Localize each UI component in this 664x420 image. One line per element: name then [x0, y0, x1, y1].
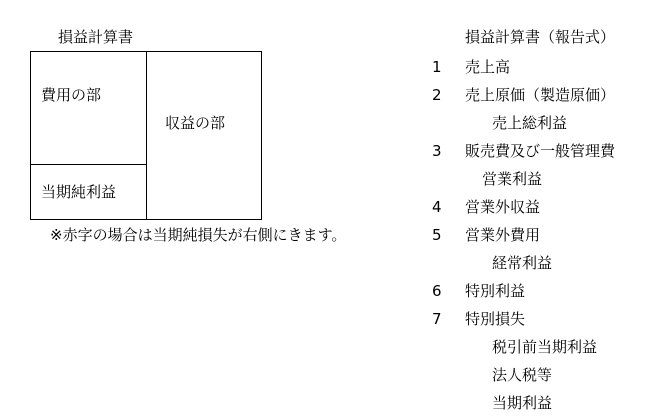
list-item-label: 売上原価（製造原価）	[465, 86, 616, 104]
list-item-number: 2	[432, 86, 442, 104]
list-item-label: 営業外収益	[465, 198, 541, 216]
income-statement-diagram	[30, 51, 262, 220]
right-title: 損益計算書（報告式）	[465, 28, 616, 46]
list-item-label: 販売費及び一般管理費	[465, 142, 616, 160]
list-subtotal-label: 当期利益	[492, 394, 553, 412]
net-profit-label: 当期純利益	[41, 183, 117, 201]
list-item-number: 7	[432, 310, 442, 328]
cost-section-label: 費用の部	[41, 86, 102, 104]
cost-section-box	[30, 51, 147, 165]
list-item-label: 特別利益	[465, 282, 526, 300]
list-subtotal-label: 売上総利益	[492, 114, 568, 132]
list-subtotal-label: 経常利益	[492, 254, 553, 272]
list-item-number: 1	[432, 58, 442, 76]
list-item-label: 特別損失	[465, 310, 526, 328]
list-item-number: 6	[432, 282, 442, 300]
list-item-label: 売上高	[465, 58, 511, 76]
list-item-label: 営業外費用	[465, 226, 541, 244]
list-subtotal-label: 税引前当期利益	[492, 338, 598, 356]
revenue-section-label: 収益の部	[165, 114, 226, 132]
left-title: 損益計算書	[58, 28, 134, 46]
list-item-number: 5	[432, 226, 442, 244]
net-profit-box	[30, 164, 147, 220]
list-item-number: 3	[432, 142, 442, 160]
list-subtotal-label: 営業利益	[482, 170, 543, 188]
revenue-section-box	[146, 51, 262, 220]
deficit-note: ※赤字の場合は当期純損失が右側にきます。	[50, 226, 347, 244]
list-item-number: 4	[432, 198, 442, 216]
list-subtotal-label: 法人税等	[492, 366, 553, 384]
